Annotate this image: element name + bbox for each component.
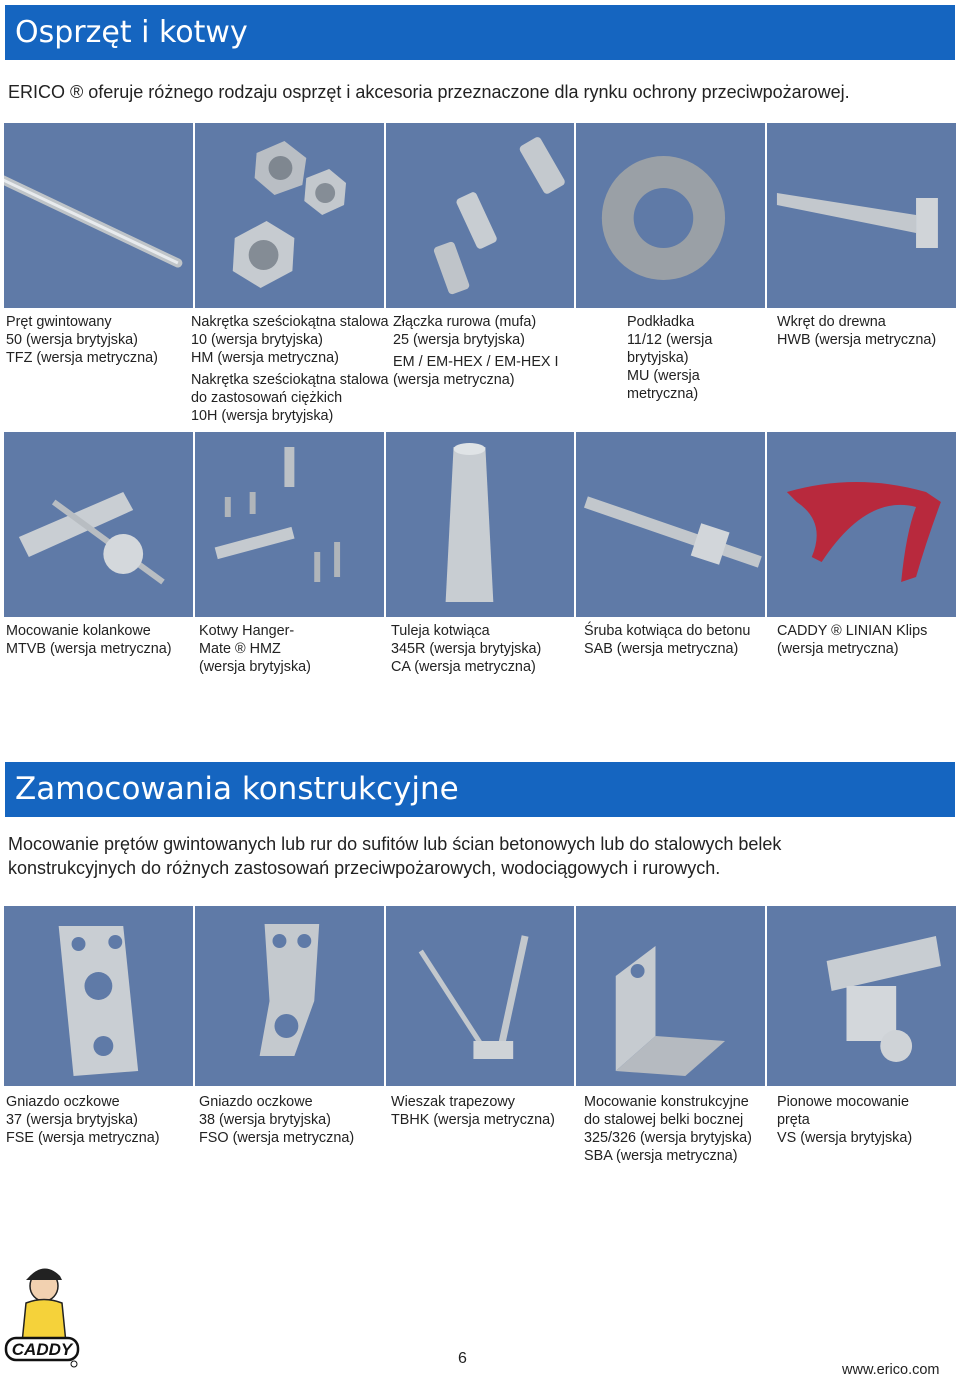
caption-beam-fixing: Mocowanie konstrukcyjne do stalowej belki bocznej 325/326 (wersja brytyjska) SBA (wersja metryczna) xyxy=(584,1094,752,1164)
caption-threaded-rod: Pręt gwintowany 50 (wersja brytyjska) TFZ (wersja metryczna) xyxy=(6,314,158,366)
eye-socket-fse-photo xyxy=(4,906,193,1086)
section-intro: Mocowanie prętów gwintowanych lub rur do sufitów lub ścian betonowych lub do stalowych belek konstrukcyjnych do różnych zastosowań przeciwpożarowych, wodociągowych i rurowych. xyxy=(8,834,782,879)
product-photo-row-3 xyxy=(4,906,956,1086)
caption-anchor-bolt: Śruba kotwiąca do betonu SAB (wersja metryczna) xyxy=(584,623,751,657)
linian-clip-photo xyxy=(767,432,956,617)
svg-text:CADDY: CADDY xyxy=(11,1340,73,1359)
eye-socket-fso-photo xyxy=(195,906,384,1086)
toggle-fixing-photo xyxy=(4,432,193,617)
vertical-rod-fixing-photo xyxy=(767,906,956,1086)
caption-hex-nuts: Nakrętka sześciokątna stalowa 10 (wersja brytyjska) HM (wersja metryczna) Nakrętka sześciokątna stalowa do zastosowań ciężkich 10H (wersja brytyjska) xyxy=(191,314,389,424)
trapeze-hanger-photo xyxy=(386,906,575,1086)
section-intro: ERICO ® oferuje różnego rodzaju osprzęt i akcesoria przeznaczone dla rynku ochrony przeciwpożarowej. xyxy=(8,82,850,102)
section-banner-anchors xyxy=(5,5,955,60)
caption-eye-socket-fso: Gniazdo oczkowe 38 (wersja brytyjska) FSO (wersja metryczna) xyxy=(199,1094,355,1146)
wood-screw-photo xyxy=(767,123,956,308)
caption-coupling: Złączka rurowa (mufa) 25 (wersja brytyjska) EM / EM-HEX / EM-HEX I (wersja metryczna) xyxy=(393,314,559,388)
beam-fixing-photo xyxy=(576,906,765,1086)
caption-hanger-mate: Kotwy Hanger- Mate ® HMZ (wersja brytyjska) xyxy=(199,623,311,675)
concrete-anchor-bolt-photo xyxy=(576,432,765,617)
caption-wood-screw: Wkręt do drewna HWB (wersja metryczna) xyxy=(777,314,937,348)
product-photo-row-1 xyxy=(4,123,956,308)
caddy-logo xyxy=(4,1258,80,1378)
caption-eye-socket-fse: Gniazdo oczkowe 37 (wersja brytyjska) FSE (wersja metryczna) xyxy=(6,1094,160,1146)
coupling-nuts-photo xyxy=(386,123,575,308)
caption-linian-clip: CADDY ® LINIAN Klips (wersja metryczna) xyxy=(777,623,928,657)
page-number: 6 xyxy=(458,1350,467,1367)
caption-trapeze-hanger: Wieszak trapezowy TBHK (wersja metryczna) xyxy=(391,1094,555,1128)
section-title: Osprzęt i kotwy xyxy=(15,15,248,50)
threaded-rod-photo xyxy=(4,123,193,308)
anchor-sleeve-photo xyxy=(386,432,575,617)
website-url: www.erico.com xyxy=(842,1362,940,1378)
hex-nuts-photo xyxy=(195,123,384,308)
product-photo-row-2 xyxy=(4,432,956,617)
washer-photo xyxy=(576,123,765,308)
section-banner-structural xyxy=(5,762,955,817)
caption-anchor-sleeve: Tuleja kotwiąca 345R (wersja brytyjska) CA (wersja metryczna) xyxy=(391,623,542,675)
hanger-mate-anchors-photo xyxy=(195,432,384,617)
section-title: Zamocowania konstrukcyjne xyxy=(15,771,459,807)
caption-washer: Podkładka 11/12 (wersja brytyjska) MU (wersja metryczna) xyxy=(627,314,713,402)
caption-toggle-fixing: Mocowanie kolankowe MTVB (wersja metryczna) xyxy=(6,623,172,657)
caption-vertical-rod-fixing: Pionowe mocowanie pręta VS (wersja brytyjska) xyxy=(777,1094,913,1146)
